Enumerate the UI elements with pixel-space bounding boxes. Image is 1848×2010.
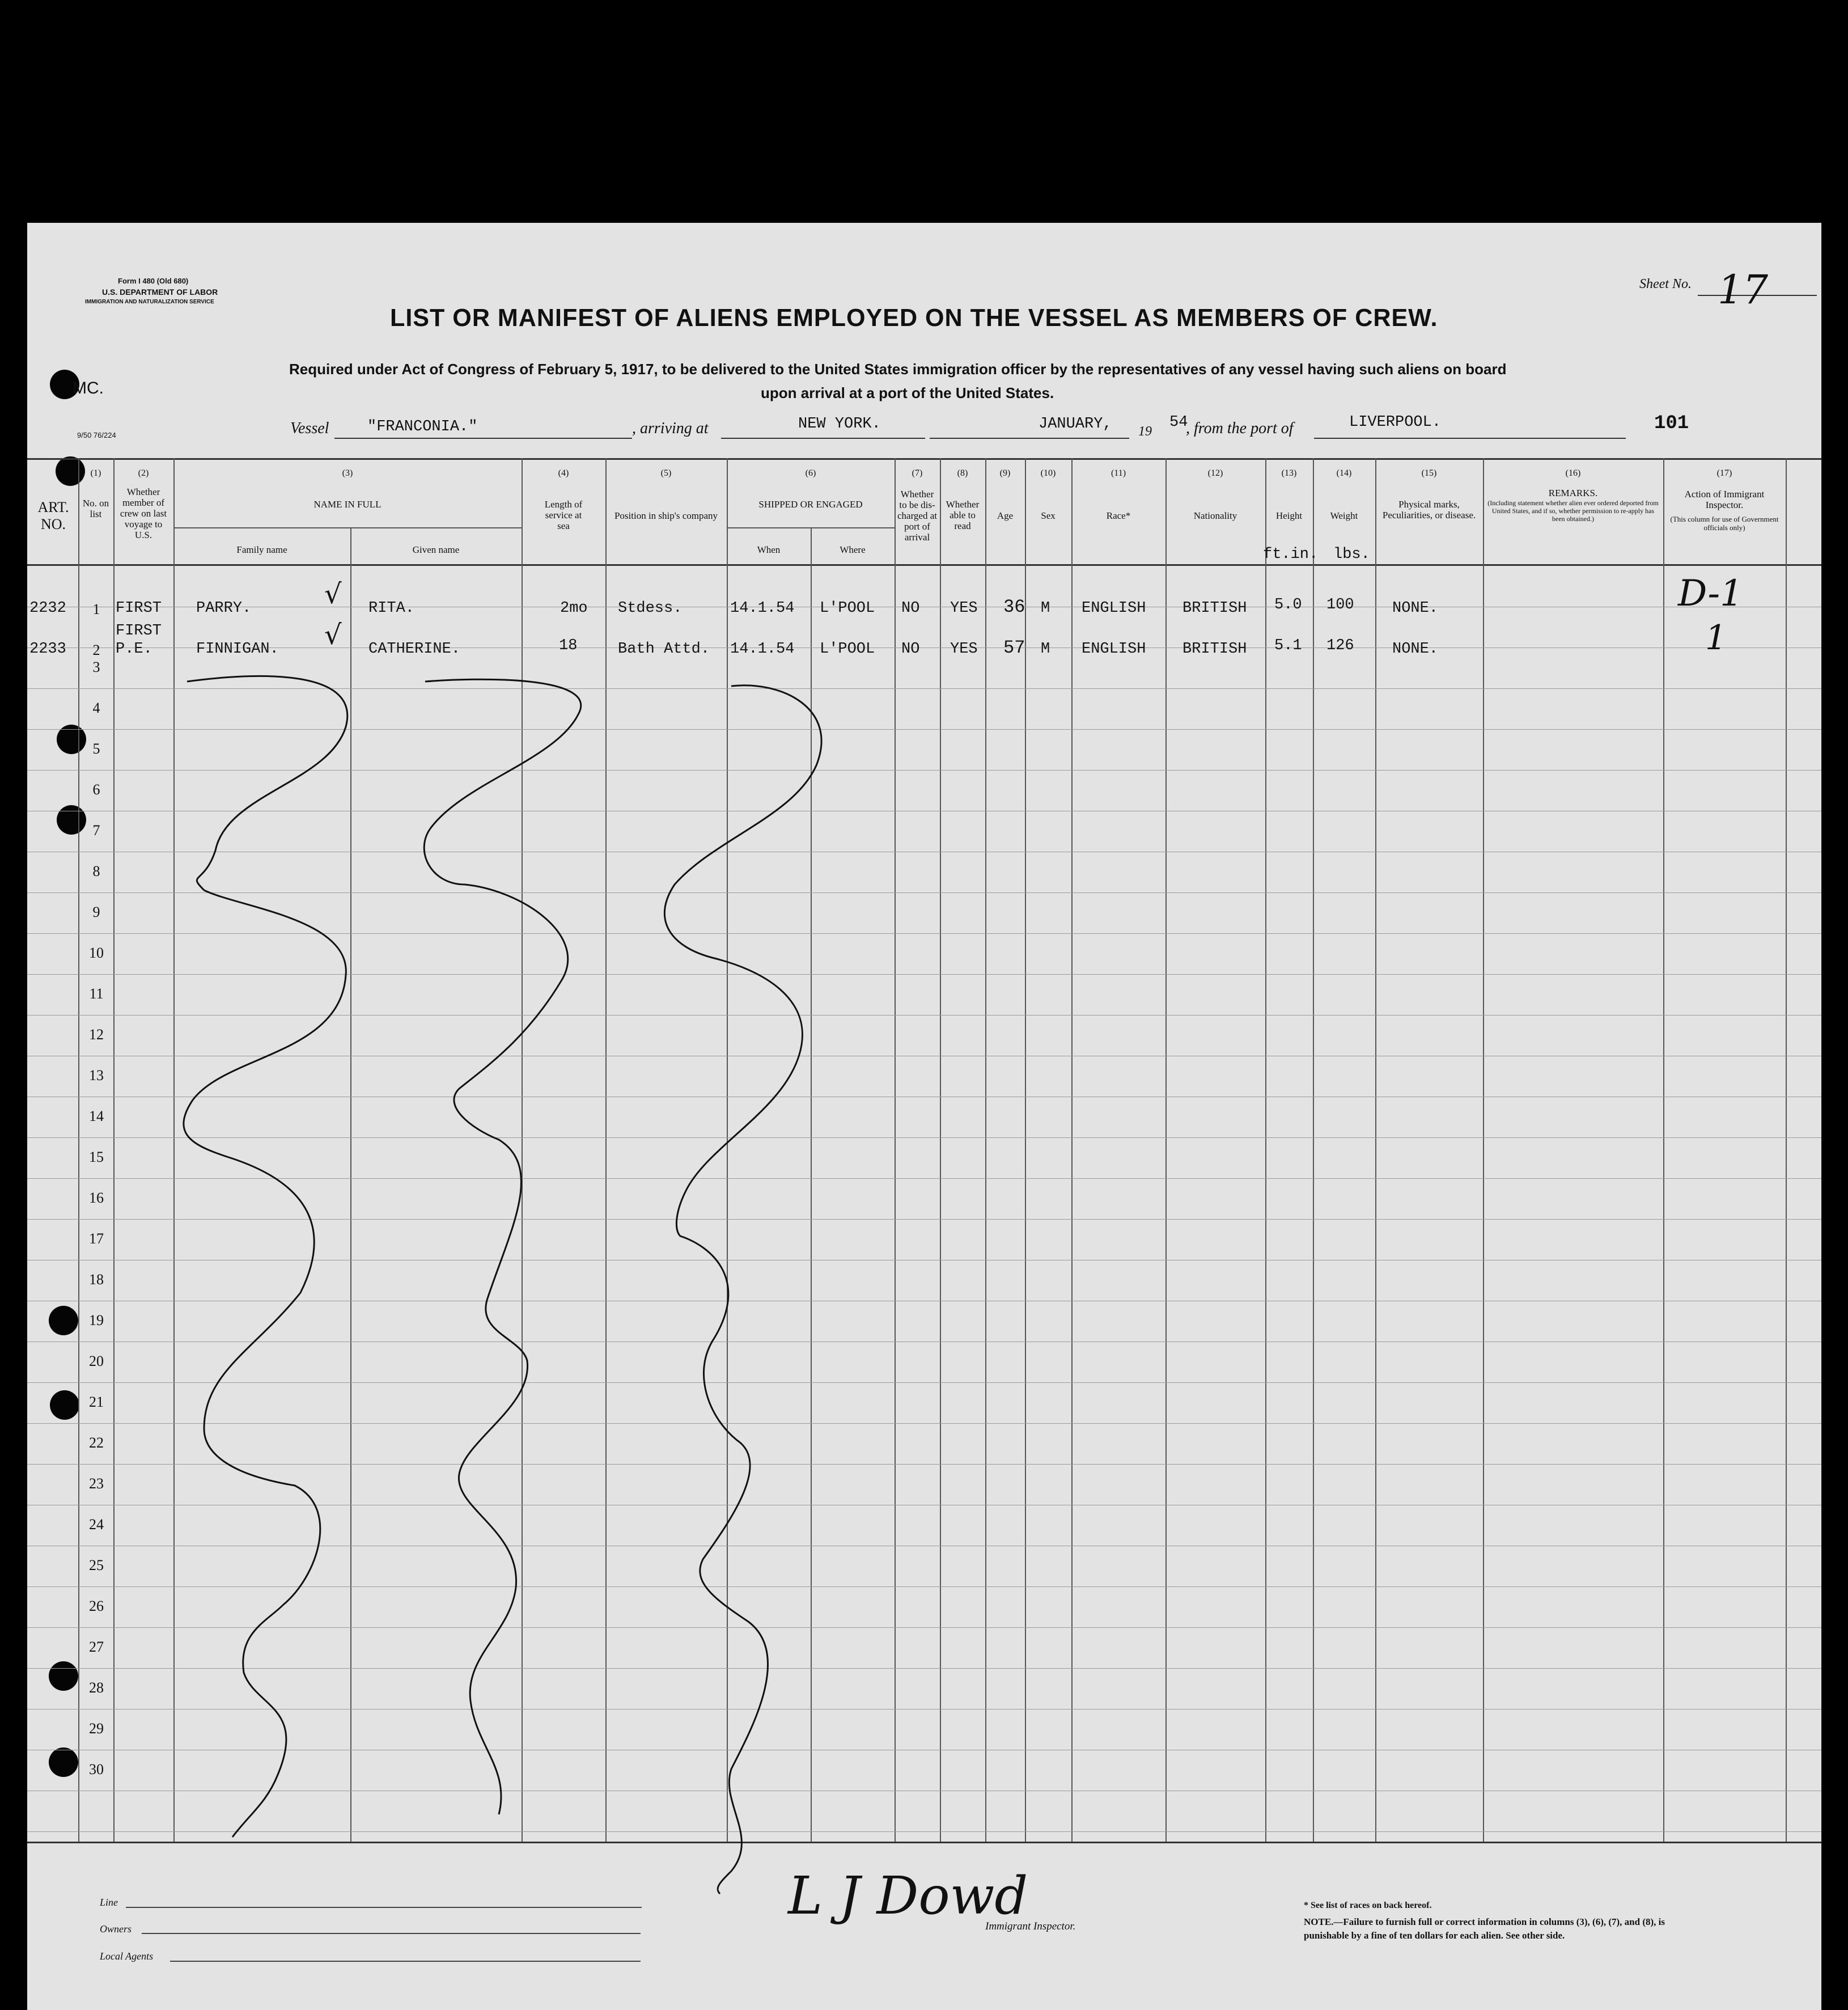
row-number: 15 bbox=[89, 1149, 104, 1165]
header-col4-number: (4) bbox=[558, 468, 569, 478]
row-number: 27 bbox=[89, 1639, 104, 1655]
footer-line-label: Line bbox=[100, 1897, 118, 1908]
row-number: 25 bbox=[89, 1557, 104, 1573]
height-units: ft.in. bbox=[1263, 546, 1319, 563]
form-department: U.S. DEPARTMENT OF LABOR bbox=[102, 287, 218, 297]
height: 5.1 bbox=[1274, 637, 1302, 654]
weight-units: lbs. bbox=[1333, 546, 1370, 563]
from-port-label: , from the port of bbox=[1186, 420, 1294, 437]
row-number: 10 bbox=[89, 945, 104, 961]
row-number: 18 bbox=[89, 1271, 104, 1288]
page-title: LIST OR MANIFEST OF ALIENS EMPLOYED ON THE VESSEL AS MEMBERS OF CREW. bbox=[390, 304, 1438, 332]
header-col5-number: (5) bbox=[660, 468, 672, 478]
row-number: 19 bbox=[89, 1312, 104, 1328]
footer-note-races: * See list of races on back hereof. bbox=[1304, 1901, 1432, 1910]
mc-mark: MC. bbox=[73, 379, 104, 397]
row-number: 23 bbox=[89, 1475, 104, 1492]
header-shipped-engaged: SHIPPED OR ENGAGED bbox=[758, 499, 863, 510]
header-physical-marks: Physical marks, Peculiarities, or disease. bbox=[1382, 499, 1476, 521]
header-inspector-action: Action of Immigrant Inspector. bbox=[1684, 489, 1765, 510]
shipped-where: L'POOL bbox=[820, 641, 875, 658]
footer-note-penalty: punishable by a fine of ten dollars for each alien. See other side. bbox=[1304, 1930, 1565, 1941]
footer-owners-label: Owners bbox=[100, 1923, 132, 1935]
arriving-label: , arriving at bbox=[632, 420, 709, 437]
physical-marks: NONE. bbox=[1392, 641, 1439, 658]
discharged: NO bbox=[901, 600, 920, 617]
form-code: 9/50 76/224 bbox=[77, 431, 116, 439]
row-number: 13 bbox=[89, 1067, 104, 1084]
inspector-action: 1 bbox=[1705, 618, 1727, 658]
check-mark: √ bbox=[324, 578, 342, 610]
row-number: 11 bbox=[89, 985, 104, 1002]
race: ENGLISH bbox=[1082, 641, 1146, 658]
header-col17-number: (17) bbox=[1716, 468, 1732, 478]
weight: 100 bbox=[1326, 596, 1354, 613]
sex: M bbox=[1041, 600, 1050, 617]
year-suffix: 54 bbox=[1169, 414, 1188, 431]
row-number: 26 bbox=[89, 1598, 104, 1614]
header-age: Age bbox=[997, 510, 1014, 521]
header-length-of-service: Length of service at sea bbox=[544, 499, 583, 531]
row-number: 30 bbox=[89, 1761, 104, 1778]
row-number: 6 bbox=[92, 781, 100, 798]
position: Stdess. bbox=[618, 600, 683, 617]
row-number: 28 bbox=[89, 1679, 104, 1696]
header-col10-number: (10) bbox=[1040, 468, 1056, 478]
row-number: 14 bbox=[89, 1108, 104, 1124]
inspector-signature: L J Dowd bbox=[788, 1865, 1028, 1926]
subtitle-line-2: upon arrival at a port of the United States. bbox=[761, 384, 1054, 401]
header-col14-number: (14) bbox=[1336, 468, 1352, 478]
row-number: 17 bbox=[89, 1230, 104, 1247]
header-col9-number: (9) bbox=[999, 468, 1011, 478]
age: 57 bbox=[1003, 637, 1025, 658]
row-number: 24 bbox=[89, 1516, 104, 1533]
shipped-where: L'POOL bbox=[820, 600, 875, 617]
header-col12-number: (12) bbox=[1207, 468, 1223, 478]
race: ENGLISH bbox=[1082, 600, 1146, 617]
art-number: 2233 bbox=[29, 641, 66, 658]
header-height: Height bbox=[1275, 510, 1303, 521]
height: 5.0 bbox=[1274, 596, 1302, 613]
arrival-month: JANUARY, bbox=[1039, 416, 1112, 433]
header-no-on-list: No. on list bbox=[82, 498, 109, 519]
header-able-to-read: Whether able to read bbox=[946, 499, 980, 531]
header-discharged: Whether to be dis-charged at port of arrival bbox=[897, 489, 937, 543]
arrival-port: NEW YORK. bbox=[798, 416, 881, 433]
header-where: Where bbox=[840, 544, 866, 555]
row-number: 12 bbox=[89, 1026, 104, 1043]
row-number: 8 bbox=[92, 863, 100, 879]
header-col15-number: (15) bbox=[1421, 468, 1437, 478]
row-number: 16 bbox=[89, 1190, 104, 1206]
header-inspector-note: (This column for use of Government officials only) bbox=[1670, 515, 1779, 532]
row-number: 4 bbox=[92, 700, 100, 716]
header-when: When bbox=[757, 544, 781, 555]
subtitle-line-1: Required under Act of Congress of February 5, 1917, to be delivered to the United States immigration officer by the representatives of any vessel having such aliens on board bbox=[289, 361, 1507, 378]
given-name: RITA. bbox=[368, 600, 415, 617]
header-col13-number: (13) bbox=[1281, 468, 1297, 478]
form-number: Form I 480 (Old 680) bbox=[118, 277, 189, 285]
header-col8-number: (8) bbox=[957, 468, 968, 478]
art-number: 2232 bbox=[29, 600, 66, 617]
header-family-name: Family name bbox=[236, 544, 287, 555]
sex: M bbox=[1041, 641, 1050, 658]
sheet-label: Sheet No. bbox=[1639, 277, 1692, 291]
crew-status-2: P.E. bbox=[116, 641, 152, 658]
header-col1-number: (1) bbox=[90, 468, 101, 478]
from-port: LIVERPOOL. bbox=[1349, 414, 1442, 431]
header-col3-number: (3) bbox=[342, 468, 353, 478]
footer-note-failure: NOTE.—Failure to furnish full or correct information in columns (3), (6), (7), and (8), is bbox=[1304, 1916, 1665, 1927]
able-to-read: YES bbox=[950, 641, 978, 658]
shipped-when: 14.1.54 bbox=[730, 600, 795, 617]
length-of-service: 2mo bbox=[560, 600, 588, 617]
age: 36 bbox=[1003, 596, 1025, 617]
header-nationality: Nationality bbox=[1193, 510, 1237, 521]
header-col2-number: (2) bbox=[138, 468, 149, 478]
year-prefix: 19 bbox=[1138, 424, 1152, 439]
given-name: CATHERINE. bbox=[368, 641, 461, 658]
header-given-name: Given name bbox=[412, 544, 460, 555]
header-col6-number: (6) bbox=[805, 468, 816, 478]
sheet-number: 17 bbox=[1718, 266, 1769, 313]
header-race: Race* bbox=[1106, 510, 1131, 521]
able-to-read: YES bbox=[950, 600, 978, 617]
header-weight: Weight bbox=[1330, 510, 1358, 521]
family-name: FINNIGAN. bbox=[196, 641, 279, 658]
list-number: 101 bbox=[1654, 413, 1689, 434]
inspector-action: D-1 bbox=[1678, 573, 1743, 615]
row-number: 3 bbox=[92, 659, 100, 675]
header-col11-number: (11) bbox=[1111, 468, 1126, 478]
shipped-when: 14.1.54 bbox=[730, 641, 795, 658]
position: Bath Attd. bbox=[618, 641, 710, 658]
discharged: NO bbox=[901, 641, 920, 658]
footer-agents-label: Local Agents bbox=[100, 1950, 154, 1962]
weight: 126 bbox=[1326, 637, 1354, 654]
form-service: IMMIGRATION AND NATURALIZATION SERVICE bbox=[85, 299, 214, 305]
crew-status: FIRST bbox=[116, 600, 162, 617]
row-number: 29 bbox=[89, 1720, 104, 1737]
crew-status: FIRST bbox=[116, 623, 162, 640]
header-remarks: REMARKS. bbox=[1548, 488, 1598, 498]
length-of-service: 18 bbox=[559, 637, 578, 654]
header-art-no: ART. NO. bbox=[37, 499, 69, 532]
row-number: 22 bbox=[89, 1434, 104, 1451]
header-col7-number: (7) bbox=[912, 468, 923, 478]
header-crew-last-voyage: Whether member of crew on last voyage to U.S. bbox=[120, 486, 167, 540]
header-col16-number: (16) bbox=[1565, 468, 1581, 478]
header-sex: Sex bbox=[1041, 510, 1056, 521]
row-number: 7 bbox=[92, 822, 100, 839]
vessel-name: "FRANCONIA." bbox=[367, 418, 478, 435]
header-position: Position in ship's company bbox=[614, 510, 718, 521]
check-mark: √ bbox=[324, 619, 342, 651]
row-number: 20 bbox=[89, 1353, 104, 1369]
list-number-cell: 1 bbox=[92, 601, 100, 617]
inspector-signature-label: Immigrant Inspector. bbox=[985, 1920, 1076, 1932]
nationality: BRITISH bbox=[1182, 641, 1247, 658]
list-number-cell: 2 bbox=[92, 642, 100, 658]
row-number: 9 bbox=[92, 904, 100, 920]
header-name-in-full: NAME IN FULL bbox=[313, 499, 382, 510]
row-number: 21 bbox=[89, 1394, 104, 1410]
vessel-label: Vessel bbox=[290, 420, 329, 437]
header-remarks-detail: (Including statement whether alien ever ordered deported from United States, and if so, whether permission to re-apply has been obtained.) bbox=[1487, 499, 1659, 523]
family-name: PARRY. bbox=[196, 600, 252, 617]
row-number: 5 bbox=[92, 740, 100, 757]
nationality: BRITISH bbox=[1182, 600, 1247, 617]
physical-marks: NONE. bbox=[1392, 600, 1439, 617]
